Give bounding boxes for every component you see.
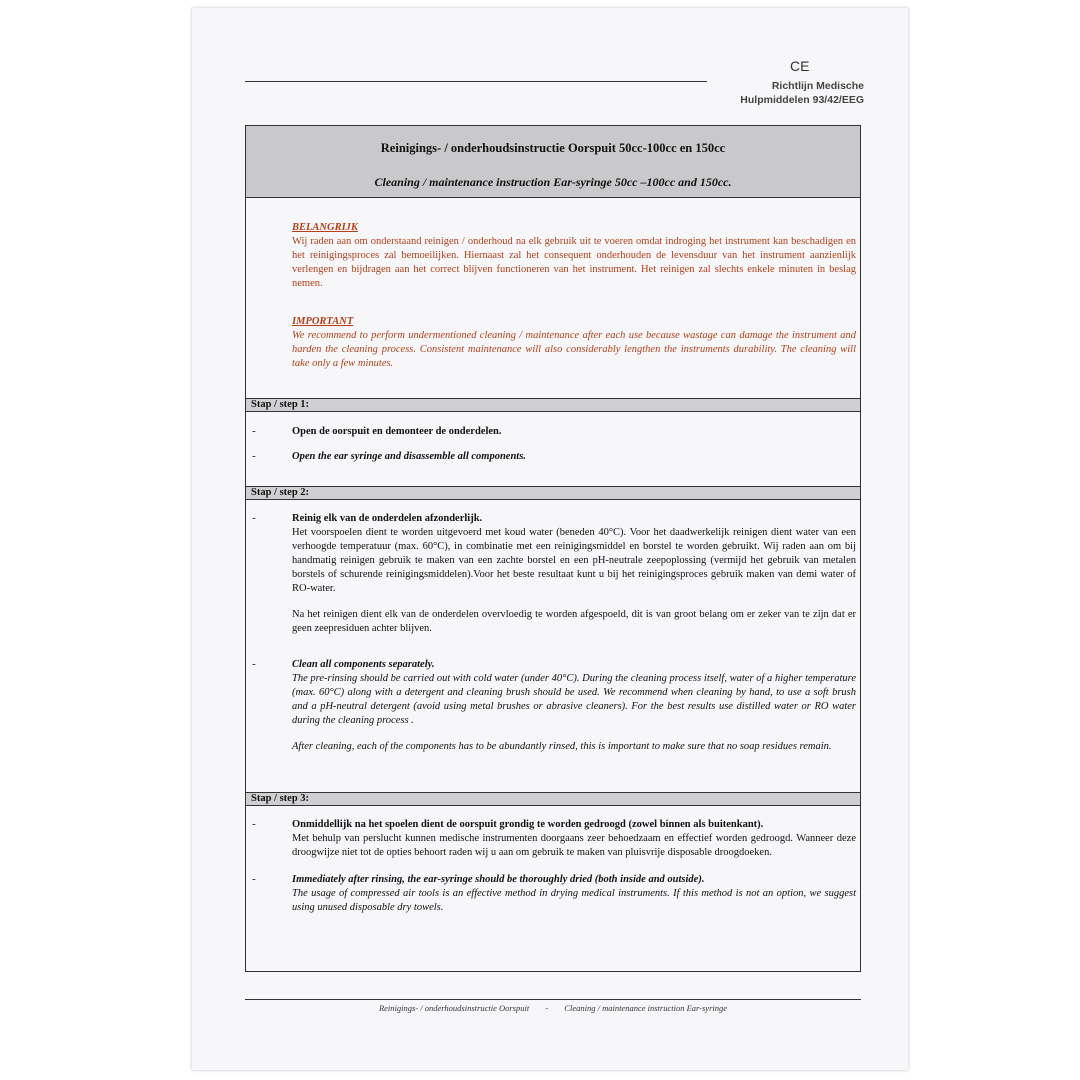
step-3-dutch-paragraph-1: Met behulp van perslucht kunnen medische instrumenten doorgaans zeer behoedzaam en effectief worden gedroogd. Wanneer deze droogwijze niet tot de opties behoort raden wij u aan om gebruik te maken van pluisvrije disposable droogdoeken. bbox=[292, 833, 856, 858]
step-3-dutch-lead: Onmiddellijk na het spoelen dient de oorspuit grondig te worden gedroogd (zowel binnen als buitenkant). bbox=[292, 819, 764, 830]
top-rule bbox=[245, 81, 707, 82]
bullet: - bbox=[252, 425, 256, 437]
step-1-dutch: Open de oorspuit en demonteer de onderdelen. bbox=[292, 426, 502, 437]
step-2-dutch-paragraph-1: Het voorspoelen dient te worden uitgevoerd met koud water (beneden 40°C). Voor het daadwerkelijk reinigen dient water van een verhoogde temperatuur (max. 60°C), in combinatie met een reinigingsmiddel en borstel te worden gebruikt. Wij raden aan om bij handmatig reinigen gebruik te maken van een zachte borstel en een pH-neutrale zeepoplossing (vermijd het gebruik van metalen borstels of schurende reinigingsmiddelen).Voor het beste resultaat kunt u bij het reinigingsproces gebruik maken van demi water of RO-water. bbox=[292, 527, 856, 594]
step-1-bar bbox=[246, 398, 860, 412]
title-dutch: Reinigings- / onderhoudsinstructie Oorspuit 50cc-100cc en 150cc bbox=[380, 141, 726, 155]
important-english-text: We recommend to perform undermentioned cleaning / maintenance after each use because wastage can damage the instrument and harden the cleaning process. Consistent maintenance will also considerably lengthen the instruments durability. The cleaning will take only a few minutes. bbox=[292, 330, 856, 369]
directive-label bbox=[728, 79, 864, 107]
footer-separator: - bbox=[545, 1003, 549, 1013]
step-1-english: Open the ear syringe and disassemble all components. bbox=[292, 451, 526, 462]
footer-dutch: Reinigings- / onderhoudsinstructie Oorspuit bbox=[378, 1003, 530, 1013]
page-footer bbox=[245, 1003, 861, 1013]
bullet: - bbox=[252, 658, 256, 670]
step-2-english bbox=[292, 658, 856, 754]
step-1-label: Stap / step 1: bbox=[251, 399, 310, 410]
step-3-english bbox=[292, 873, 856, 915]
important-dutch bbox=[292, 221, 856, 291]
bullet: - bbox=[252, 450, 256, 462]
step-2-english-paragraph-1: The pre-rinsing should be carried out with cold water (under 40°C). During the cleaning process itself, water of a higher temperature (max. 60°C) along with a detergent and cleaning brush should be used. We recommend when cleaning by hand, to use a soft brush and a pH-neutral detergent (avoid using metal brushes or abrasive cleaners). For the best results use distilled water or RO water during the cleaning process . bbox=[292, 673, 856, 726]
ce-mark: CE bbox=[790, 58, 810, 74]
step-3-dutch bbox=[292, 818, 856, 860]
bottom-rule bbox=[245, 999, 861, 1000]
step-2-dutch-lead: Reinig elk van de onderdelen afzonderlijk. bbox=[292, 513, 483, 524]
important-dutch-text: Wij raden aan om onderstaand reinigen / onderhoud na elk gebruik uit te voeren omdat indroging het instrument kan beschadigen en het reinigingsproces zal bemoeilijken. Hiernaast zal het consequent onderhouden de levensduur van het instrument aanzienlijk verlengen en bijdragen aan het correct blijven functioneren van het instrument. Het reinigen zal slechts enkele minuten in beslag nemen. bbox=[292, 236, 856, 289]
step-2-dutch bbox=[292, 512, 856, 636]
instruction-frame bbox=[245, 125, 861, 972]
bullet: - bbox=[252, 512, 256, 524]
title-header bbox=[246, 126, 860, 198]
bullet: - bbox=[252, 818, 256, 830]
step-3-bar bbox=[246, 792, 860, 806]
step-2-english-lead: Clean all components separately. bbox=[292, 659, 435, 670]
step-2-bar bbox=[246, 486, 860, 500]
step-2-dutch-paragraph-2: Na het reinigen dient elk van de onderdelen overvloedig te worden afgespoeld, dit is van groot belang om er zeker van te zijn dat er geen zeepresiduen achter blijven. bbox=[292, 609, 856, 634]
step-3-label: Stap / step 3: bbox=[251, 793, 310, 804]
title-english: Cleaning / maintenance instruction Ear-syringe 50cc –100cc and 150cc. bbox=[374, 175, 732, 189]
directive-line-1: Richtlijn Medische bbox=[771, 80, 864, 92]
important-dutch-heading: BELANGRIJK bbox=[292, 222, 358, 233]
important-english-heading: IMPORTANT bbox=[292, 316, 354, 327]
step-2-label: Stap / step 2: bbox=[251, 487, 310, 498]
step-3-english-paragraph-1: The usage of compressed air tools is an effective method in drying medical instruments. If this method is not an option, we suggest using unused disposable dry towels. bbox=[292, 888, 856, 913]
directive-line-2: Hulpmiddelen 93/42/EEG bbox=[740, 94, 864, 106]
step-3-english-lead: Immediately after rinsing, the ear-syringe should be thoroughly dried (both inside and outside). bbox=[292, 874, 705, 885]
bullet: - bbox=[252, 873, 256, 885]
important-english bbox=[292, 315, 856, 371]
footer-english: Cleaning / maintenance instruction Ear-syringe bbox=[564, 1003, 728, 1013]
step-2-english-paragraph-2: After cleaning, each of the components has to be abundantly rinsed, this is important to make sure that no soap residues remain. bbox=[292, 741, 832, 752]
